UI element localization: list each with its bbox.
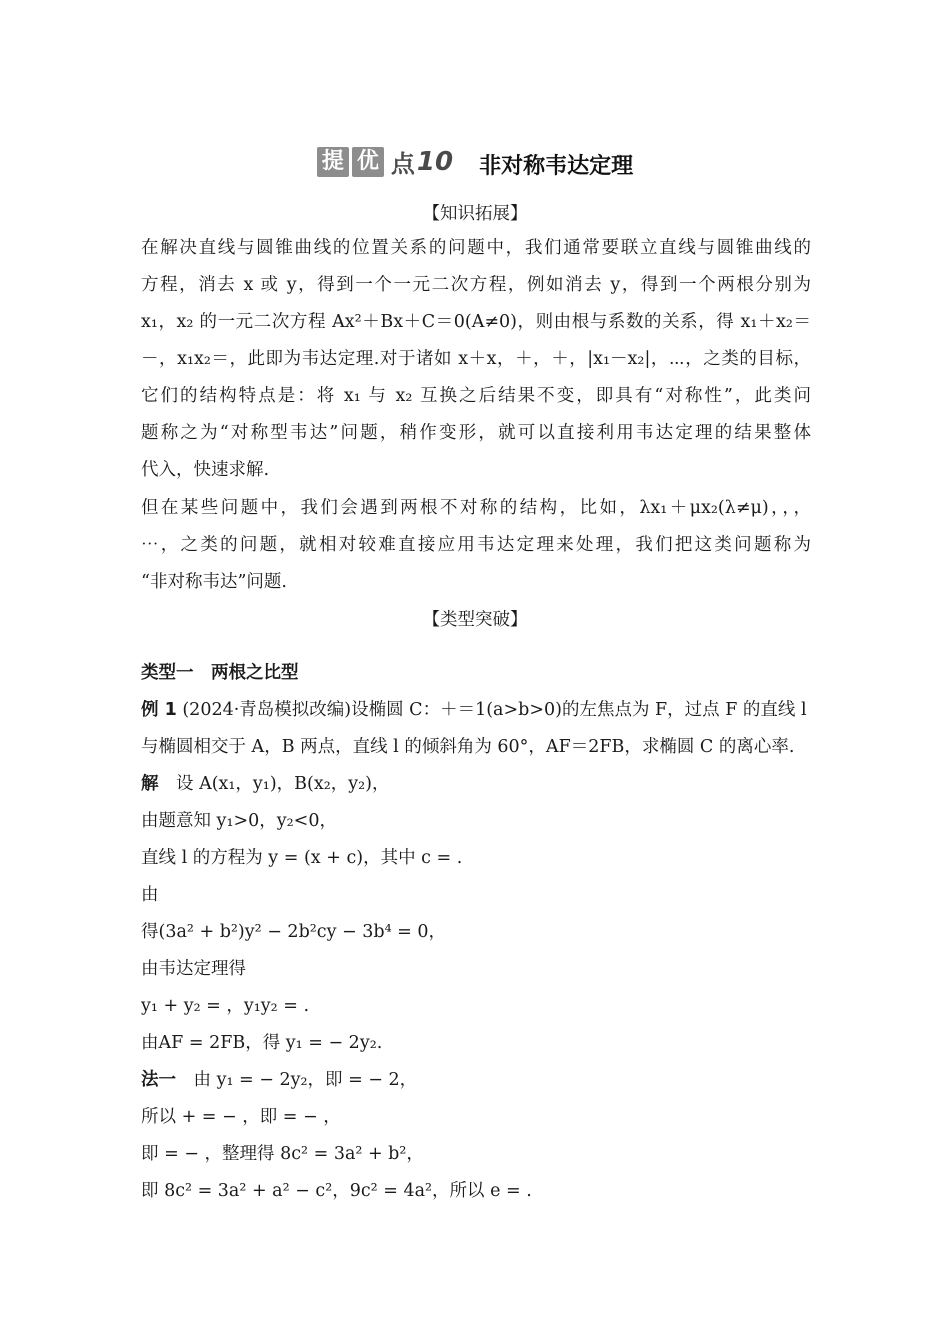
solution-label: 解: [141, 774, 159, 794]
knowledge-line: x₁，x₂ 的一元二次方程 Ax²＋Bx＋C＝0(A≠0)，则由根与系数的关系，得 x₁＋x₂＝: [141, 312, 811, 332]
knowledge-line: ⋯，之类的问题，就相对较难直接应用韦达定理来处理，我们把这类问题称为: [141, 535, 811, 555]
knowledge-line: 方程，消去 x 或 y，得到一个一元二次方程，例如消去 y，得到一个两根分别为: [141, 275, 811, 295]
knowledge-line: “非对称韦达”问题.: [141, 572, 287, 592]
knowledge-line: －，x₁x₂＝，此即为韦达定理.对于诸如 x＋x，＋，＋，|x₁－x₂|，⋯，之类的目标，: [141, 349, 811, 369]
types-heading: 【类型突破】: [422, 610, 528, 630]
method-label: 法一: [141, 1070, 176, 1090]
method-line: 即 = − ，整理得 8c² = 3a² + b²，: [141, 1144, 424, 1164]
knowledge-line: 题称之为“对称型韦达”问题，稍作变形，就可以直接利用韦达定理的结果整体: [141, 423, 811, 443]
badge-char-2: 优: [352, 147, 384, 177]
solution-first-text: 设 A(x₁，y₁)，B(x₂，y₂)，: [176, 774, 390, 794]
example-1-line1: [141, 698, 807, 722]
solution-line: 由: [141, 885, 159, 905]
solution-line: y₁ + y₂ = ，y₁y₂ = .: [141, 996, 310, 1016]
method-line: 即 8c² = 3a² + a² − c²，9c² = 4a²，所以 e = .: [141, 1181, 532, 1201]
knowledge-heading: 【知识拓展】: [422, 204, 528, 224]
solution-line: 由AF = 2FB，得 y₁ = − 2y₂.: [141, 1033, 383, 1053]
solution-start: [141, 772, 389, 796]
solution-line: 直线 l 的方程为 y = (x + c)，其中 c = .: [141, 848, 463, 868]
type1-heading: 类型一 两根之比型: [141, 663, 299, 683]
solution-line: 由韦达定理得: [141, 959, 246, 979]
example-1-line2: 与椭圆相交于 A，B 两点，直线 l 的倾斜角为 60°，AF＝2FB，求椭圆 C 的离心率.: [141, 737, 795, 757]
title-text: 非对称韦达定理: [479, 154, 634, 179]
example-text-1: (2024·青岛模拟改编)设椭圆 C：＋＝1(a>b>0)的左焦点为 F，过点 F 的直线 l: [182, 700, 807, 720]
knowledge-line: 但在某些问题中，我们会遇到两根不对称的结构，比如，λx₁＋μx₂(λ≠μ)，，，: [141, 498, 811, 518]
section-badge: [317, 144, 453, 179]
badge-char-1: 提: [317, 147, 349, 177]
solution-line: 由题意知 y₁>0，y₂<0，: [141, 811, 337, 831]
page-title: [0, 143, 950, 180]
knowledge-line: 代入，快速求解.: [141, 460, 270, 480]
method-first-text: 由 y₁ = − 2y₂，即 = − 2，: [193, 1070, 418, 1090]
badge-number: 10: [416, 146, 454, 177]
method-start: [141, 1068, 417, 1092]
solution-line: 得(3a² + b²)y² − 2b²cy − 3b⁴ = 0，: [141, 922, 447, 942]
example-label: 例 1: [141, 700, 177, 720]
badge-word: 点: [390, 150, 415, 178]
knowledge-line: 在解决直线与圆锥曲线的位置关系的问题中，我们通常要联立直线与圆锥曲线的: [141, 238, 811, 258]
knowledge-line: 它们的结构特点是：将 x₁ 与 x₂ 互换之后结果不变，即具有“对称性”，此类问: [141, 386, 811, 406]
method-line: 所以 + = − ，即 = − ，: [141, 1107, 341, 1127]
